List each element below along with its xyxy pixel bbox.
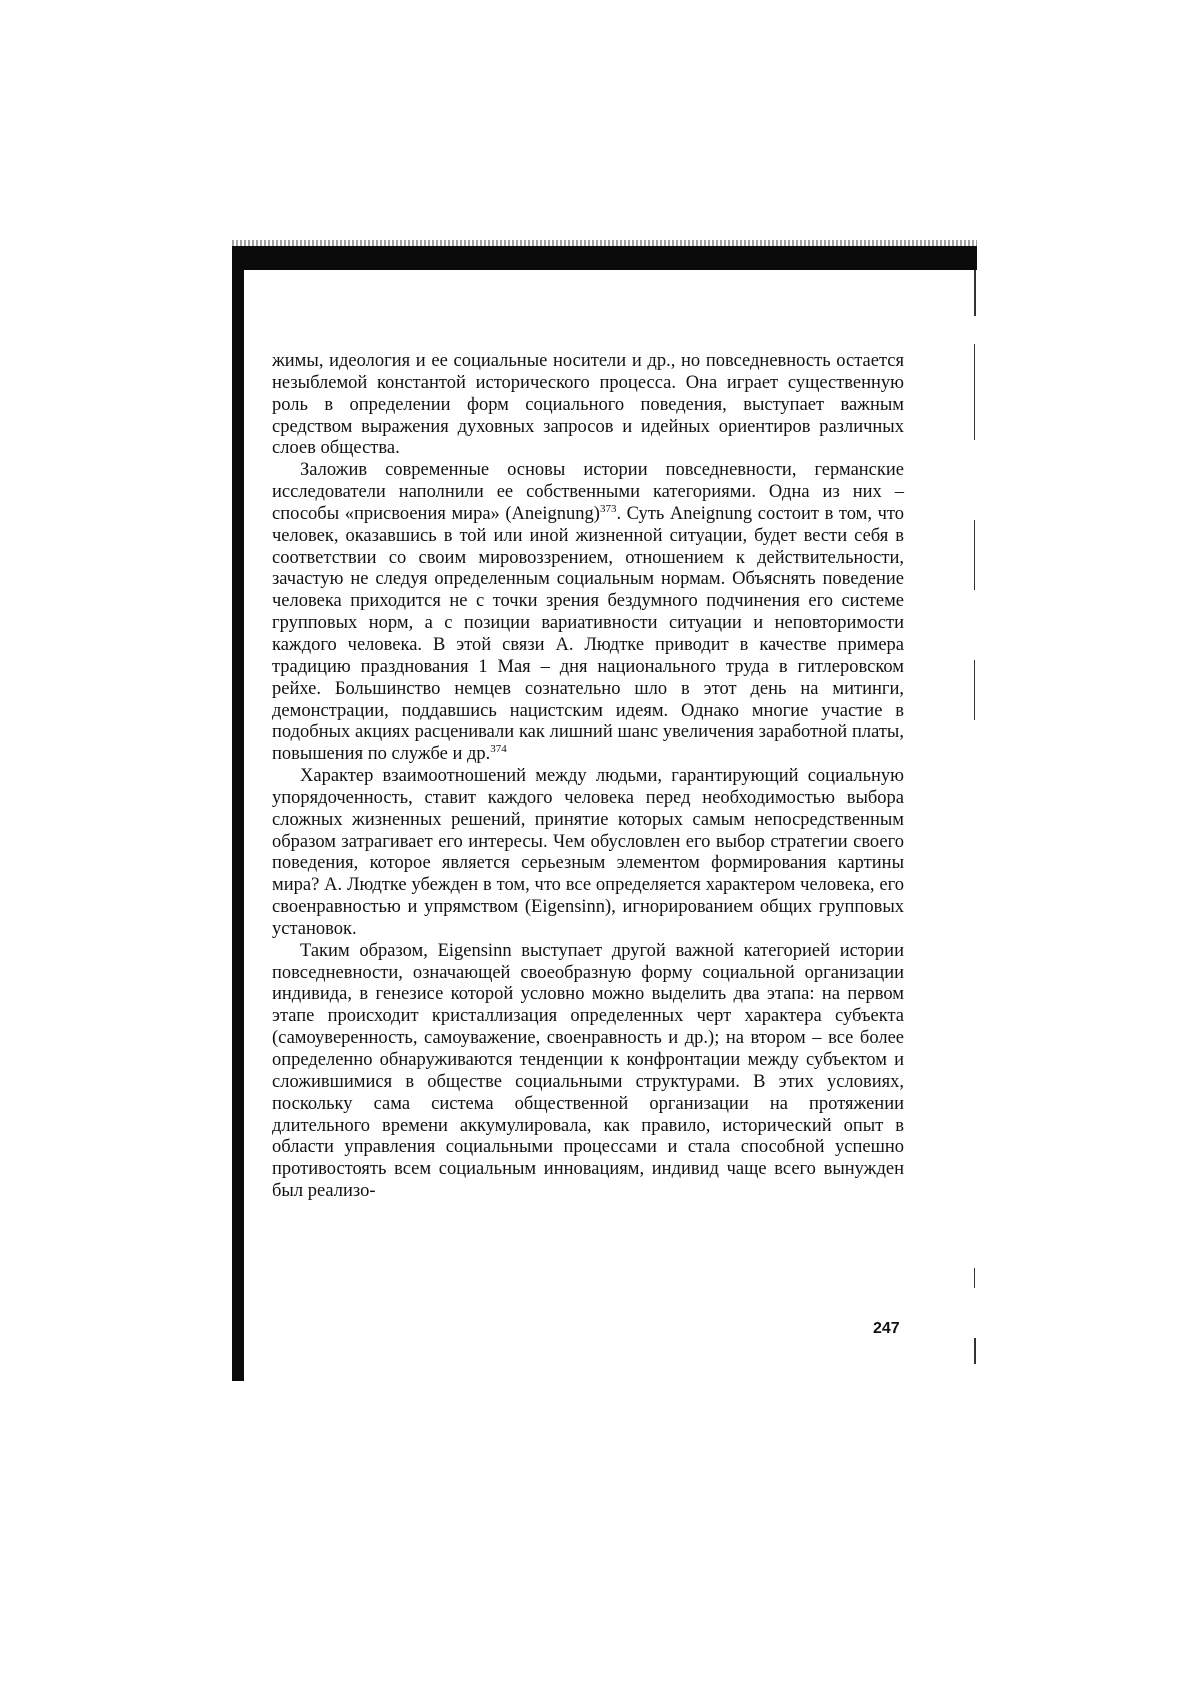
scan-right-edge-mark xyxy=(974,1268,975,1288)
scan-right-edge-mark xyxy=(974,344,975,440)
scan-left-border xyxy=(232,246,244,1381)
footnote-ref-374: 374 xyxy=(490,743,507,756)
scan-right-edge-mark xyxy=(974,1338,976,1364)
scan-right-edge-mark xyxy=(974,270,976,316)
paragraph-2-part-b: . Суть Aneignung состоит в том, что человек, оказавшись в той или иной жизненной ситуации, будет вести себя в соответствии со своим мировоззрением, отношением к действительности, зачастую не следуя определенным социальным нормам. Объяснять поведение человека приходится не с точки зрения бездумного подчинения его системе групповых норм, а с позиции вариативности ситуации и неповторимости каждого человека. В этой связи А. Людтке приводит в качестве примера традицию празднования 1 Мая – дня национального труда в гитлеровском рейхе. Большинство немцев сознательно шло в этот день на митинги, демонстрации, поддавшись нацистским идеям. Однако многие участие в подобных акциях расценивали как лишний шанс увеличения заработной платы, повышения по службе и др. xyxy=(272,503,904,765)
paragraph-4: Таким образом, Eigensinn выступает другой важной категорией истории повседневности, означающей своеобразную форму социальной организации индивида, в генезисе которой условно можно выделить два этапа: на первом этапе происходит кристаллизация определенных черт характера субъекта (самоуверенность, самоуважение, своенравность и др.); на втором – все более определенно обнаруживаются тенденции к конфронтации между субъектом и сложившимися в обществе социальными структурами. В этих условиях, поскольку сама система общественной организации на протяжении длительного времени аккумулировала, как правило, исторический опыт в области управления социальными процессами и стала способной успешно противостоять всем социальным инновациям, индивид чаще всего вынужден был реализо- xyxy=(272,940,904,1202)
scan-border-corner xyxy=(244,270,262,284)
paragraph-2-part-a: Заложив современные основы истории повседневности, германские исследователи наполнили ее собственными категориями. Одна из них – способы «присвоения мира» (Aneignung) xyxy=(272,460,904,524)
paragraph-1: жимы, идеология и ее социальные носители и др., но повседневность остается незыблемой константой исторического процесса. Она играет существенную роль в определении форм социального поведения, выступает важным средством выражения духовных запросов и идейных ориентиров различных слоев общества. xyxy=(272,351,904,459)
page-number: 247 xyxy=(873,1320,900,1337)
page-body-text xyxy=(272,351,904,1203)
paragraph-3: Характер взаимоотношений между людьми, гарантирующий социальную упорядоченность, ставит каждого человека перед необходимостью выбора сложных жизненных решений, принятие которых самым непосредственным образом затрагивает его интересы. Чем обусловлен его выбор стратегии своего поведения, которое является серьезным элементом формирования картины мира? А. Людтке убежден в том, что все определяется характером человека, его своенравностью и упрямством (Eigensinn), игнорированием общих групповых установок. xyxy=(272,766,904,939)
paragraph-2 xyxy=(272,460,904,766)
scan-top-border xyxy=(232,246,977,270)
footnote-ref-373: 373 xyxy=(599,502,617,515)
scan-right-edge-mark xyxy=(974,660,975,720)
scan-right-edge-mark xyxy=(974,520,975,590)
